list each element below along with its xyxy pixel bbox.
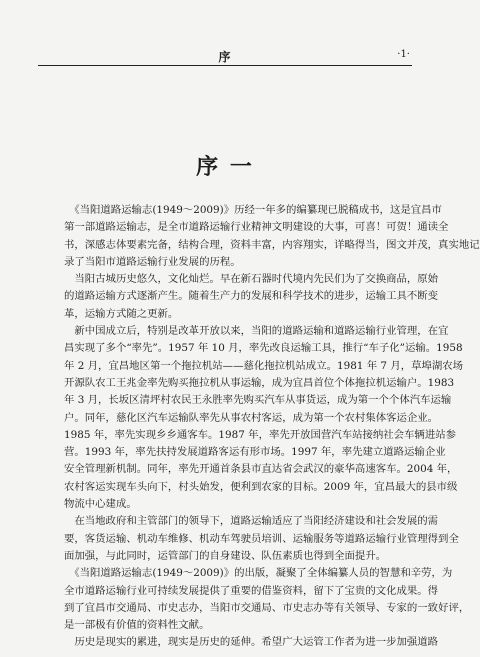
paragraph-line: 到了宜昌市交通局、市史志办，当阳市交通局、市史志办等有关领导、专家的一致好评，: [64, 601, 470, 614]
paragraph-line: 录了当阳市道路运输行业发展的历程。: [64, 255, 241, 268]
paragraph-line: 昌实现了多个“率先”。1957 年 10 月，率先改良运输工具，推行“车子化”运输。1958: [64, 342, 463, 355]
running-header: [38, 44, 412, 66]
paragraph-line: 第一部道路运输志，是全市道路运输行业精神文明建设的大事，可喜！可贺！通读全: [64, 221, 449, 234]
paragraph-line: 面加强，与此同时，运管部门的自身建设、队伍素质也得到全面提升。: [64, 549, 387, 562]
paragraph-line: 户。同年，慈化区汽车运输队率先从事农村客运，成为第一个农村集体客运企业。: [64, 411, 439, 424]
paragraph-line: 全市道路运输行业可持续发展提供了重要的借鉴资料，留下了宝贵的文化成果。得: [64, 584, 439, 597]
header-title: 序: [218, 50, 232, 64]
paragraph-line: 营。1993 年，率先扶持发展道路客运有形市场。1997 年，率先建立道路运输企业: [64, 446, 446, 459]
paragraph-line: 年 3 月，长坂区清坪村农民王永胜率先购买汽车从事货运，成为第一个个体汽车运输: [64, 394, 452, 407]
paragraph-line: 的道路运输方式逐渐产生。随着生产力的发展和科学技术的进步，运输工具不断变: [64, 290, 439, 303]
paragraph-line: 是一部极有价值的资料性文献。: [64, 619, 210, 632]
paragraph-line: 历史是现实的累进，现实是历史的延伸。希望广大运管工作者为进一步加强道路: [64, 636, 439, 649]
paragraph-line: 革，运输方式随之更新。: [64, 307, 179, 320]
paragraph-line: 书，深感志体要素完备，结构合理，资料丰富，内容翔实，详略得当，图文并茂，真实地记: [64, 238, 480, 251]
paragraph-line: 安全管理新机制。同年，率先开通首条县市直达省会武汉的豪华高速客车。2004 年，: [64, 463, 458, 476]
paragraph-line: 1985 年，率先实现乡乡通客车。1987 年，率先开放国营汽车站接纳社会车辆进站参: [64, 428, 456, 441]
paragraph-line: 年 2 月，宜昌地区第一个拖拉机站——慈化拖拉机站成立。1981 年 7 月，草埠湖农场: [64, 359, 464, 372]
header-rule: [38, 65, 412, 66]
paragraph-line: 当阳古城历史悠久，文化灿烂。早在新石器时代境内先民们为了交换商品，原始: [64, 273, 439, 286]
paragraph-line: 在当地政府和主管部门的领导下，道路运输适应了当阳经济建设和社会发展的需: [64, 515, 439, 528]
section-title: 序 一: [196, 155, 254, 180]
paragraph-line: 《当阳道路运输志(1949～2009)》历经一年多的编纂现已脱稿成书，这是宜昌市: [64, 204, 442, 216]
paragraph-line: 《当阳道路运输志(1949～2009)》的出版，凝聚了全体编纂人员的智慧和辛劳，为: [64, 567, 453, 580]
paragraph-line: 开源队农工王兆金率先购买拖拉机从事运输，成为宜昌首位个体拖拉机运输户。1983: [64, 376, 455, 389]
page-number: ·1·: [397, 49, 410, 60]
paragraph-line: 物流中心建成。: [64, 498, 137, 511]
paragraph-line: 农村客运实现车头向下，村头始发，便利到农家的目标。2009 年，宜昌最大的县市级: [64, 480, 458, 493]
body-text: [64, 202, 480, 652]
paragraph-line: 要，客货运输、机动车维修、机动车驾驶员培训、运输服务等道路运输行业管理得到全: [64, 532, 459, 545]
paragraph-line: 新中国成立后，特别是改革开放以来，当阳的道路运输和道路运输行业管理，在宜: [64, 325, 449, 338]
